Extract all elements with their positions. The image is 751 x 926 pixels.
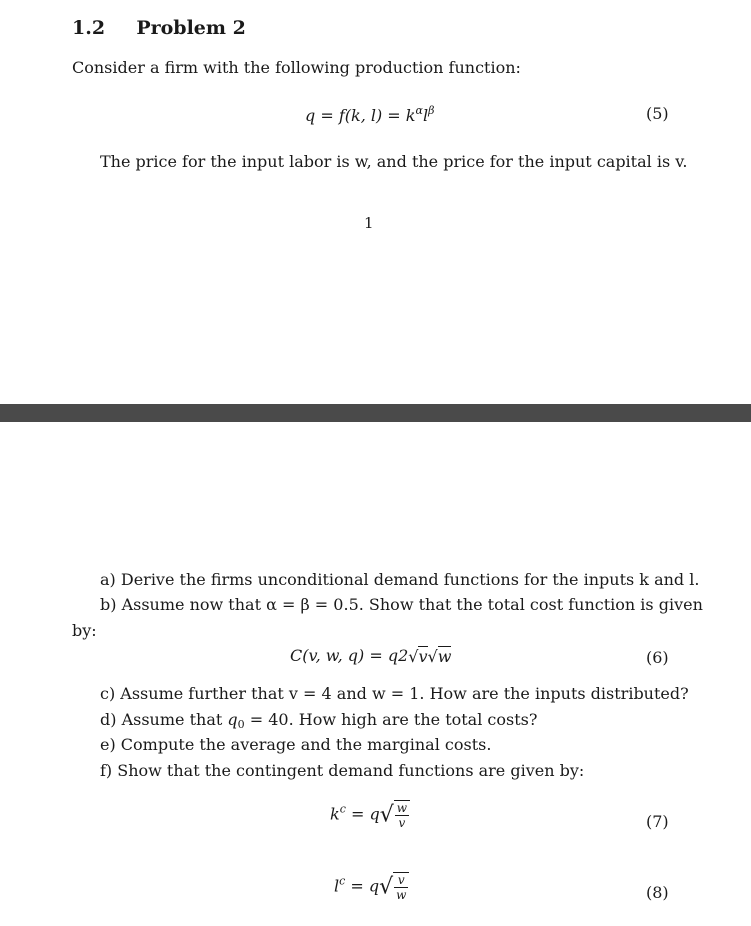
equation-7	[330, 800, 410, 830]
section-heading	[72, 17, 246, 39]
eq5-args: (k, l) =	[344, 106, 406, 125]
equation-6	[290, 646, 451, 666]
section-number: 1.2	[72, 17, 106, 39]
equation-7-number: (7)	[646, 812, 669, 831]
prices-text: The price for the input labor is w, and the price for the input capital is v.	[100, 152, 688, 171]
eq6-radicand-v: v	[418, 647, 428, 666]
equation-6-number: (6)	[646, 648, 669, 667]
eq5-l: l	[422, 106, 429, 125]
eq7-k: k	[330, 804, 340, 824]
item-c: c) Assume further that v = 4 and w = 1. How are the inputs distributed?	[100, 684, 689, 703]
item-b-continuation: by:	[72, 621, 97, 640]
section-title: Problem 2	[136, 17, 246, 39]
eq5-alpha: α	[415, 104, 423, 117]
eq8-fraction	[394, 873, 408, 902]
eq7-sup-c: c	[339, 802, 346, 816]
eq5-beta: β	[428, 104, 435, 117]
eq7-mid: = q	[345, 804, 380, 824]
item-d-post: = 40. How high are the total costs?	[244, 710, 538, 729]
intro-text: Consider a firm with the following production function:	[72, 58, 521, 77]
item-d-sub: 0	[237, 718, 245, 731]
eq8-numerator: v	[394, 873, 408, 888]
page-number: 1	[364, 214, 374, 232]
eq5-equals: =	[315, 106, 339, 125]
eq6-lhs: C(v, w, q) = q2	[290, 646, 409, 665]
item-b: b) Assume now that α = β = 0.5. Show that the total cost function is given	[100, 595, 703, 614]
item-e: e) Compute the average and the marginal costs.	[100, 735, 492, 754]
equation-5	[305, 104, 434, 125]
equation-5-number: (5)	[646, 104, 669, 123]
item-f: f) Show that the contingent demand functions are given by:	[100, 761, 585, 780]
equation-8-number: (8)	[646, 883, 669, 902]
eq8-mid: = q	[345, 876, 380, 896]
eq7-fraction	[395, 801, 409, 830]
eq7-numerator: w	[396, 801, 408, 815]
item-a: a) Derive the firms unconditional demand functions for the inputs k and l.	[100, 570, 700, 589]
page-separator	[0, 404, 751, 422]
page-2	[0, 422, 751, 926]
item-d-q: q	[227, 710, 238, 729]
eq8-l: l	[334, 876, 340, 896]
sqrt-w: √w	[427, 647, 452, 666]
item-d-pre: d) Assume that	[100, 710, 228, 729]
eq7-denominator: v	[398, 816, 406, 830]
sqrt-v: √v	[408, 647, 428, 666]
eq5-f: f	[338, 106, 345, 125]
equation-8	[334, 872, 409, 902]
eq7-sqrt: √ $\frac{w}{v}$	[380, 800, 410, 830]
eq5-k: k	[405, 106, 416, 125]
eq6-radicand-w: w	[437, 647, 452, 666]
eq8-sup-c: c	[339, 874, 346, 888]
item-d	[100, 710, 537, 731]
eq8-sqrt: √ $\frac{v}{w}$	[379, 872, 409, 902]
eq8-denominator: w	[396, 888, 407, 902]
eq5-q: q	[305, 106, 316, 125]
